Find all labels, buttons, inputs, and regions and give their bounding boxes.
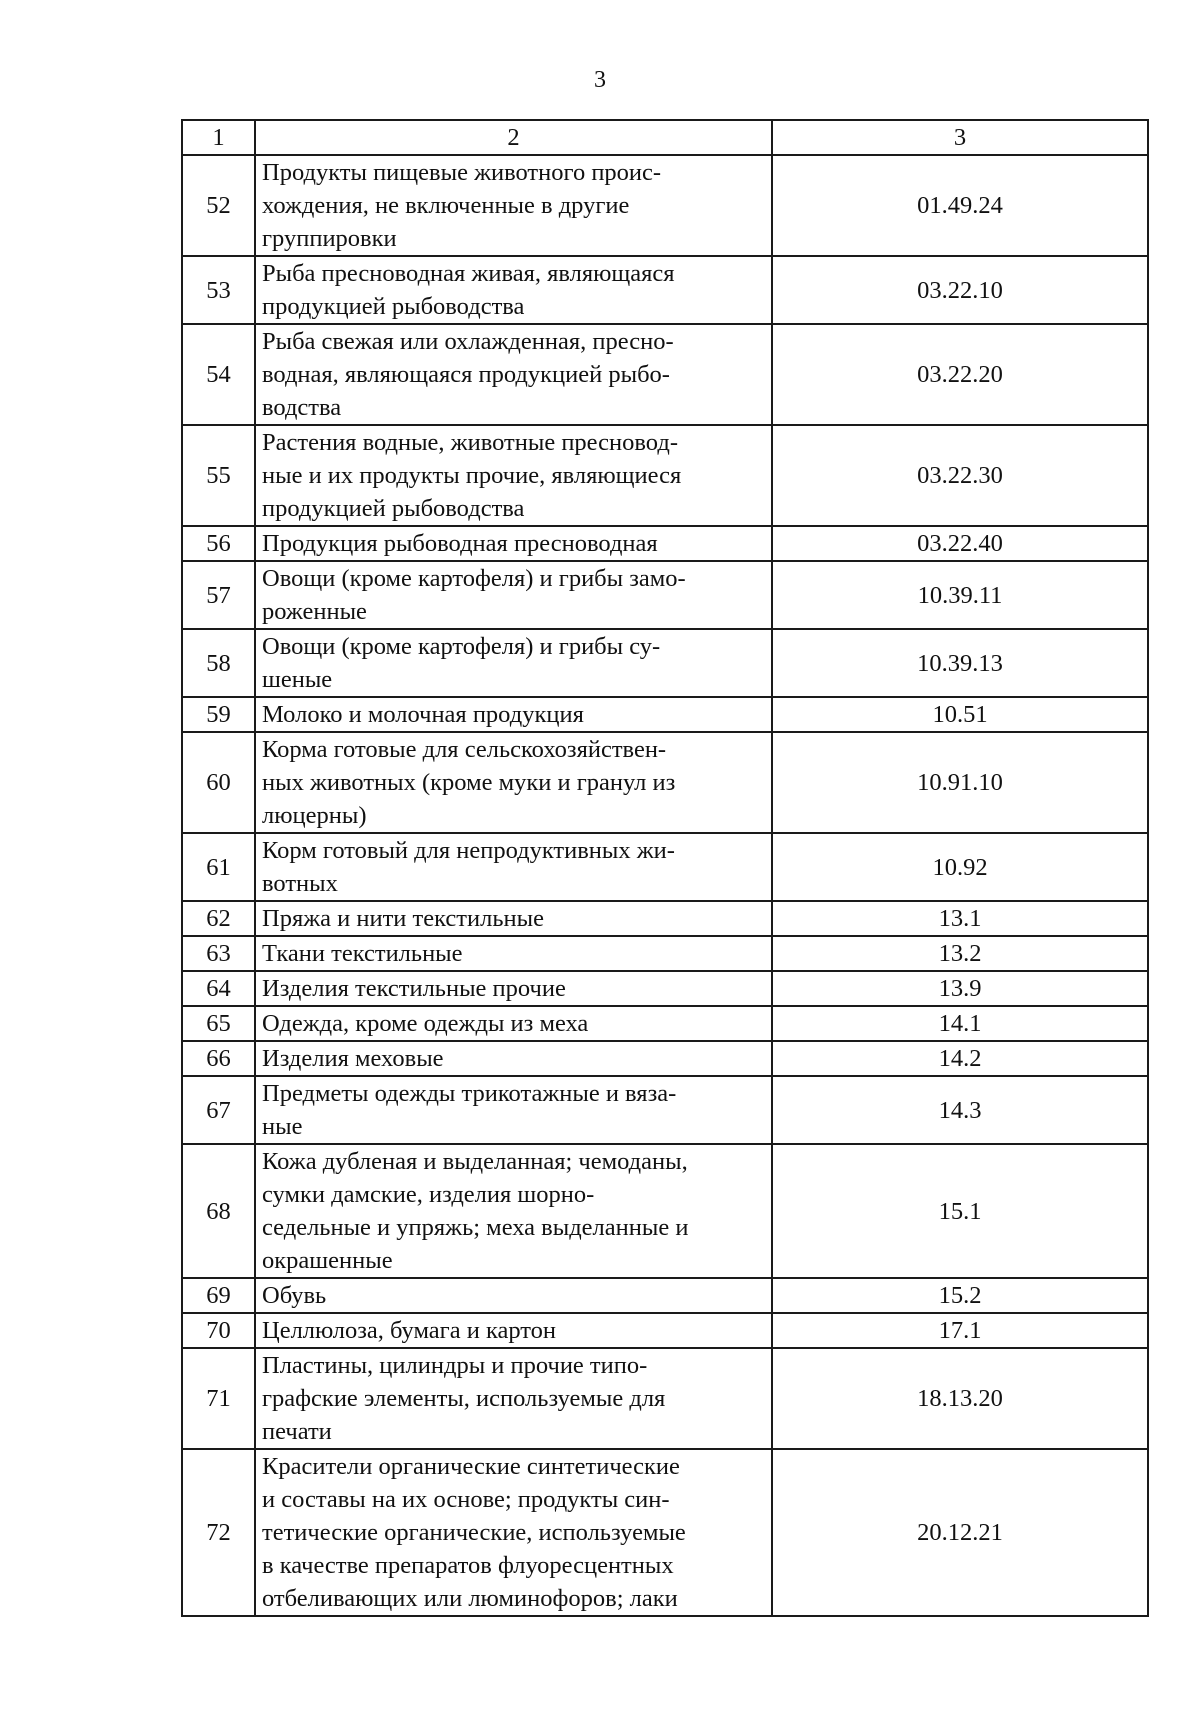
description-line: Обувь bbox=[262, 1282, 327, 1309]
table-row bbox=[182, 1144, 1148, 1278]
row-code: 10.51 bbox=[772, 697, 1148, 732]
header-col-1: 1 bbox=[182, 120, 255, 155]
table-body bbox=[182, 120, 1148, 1616]
row-code: 10.39.11 bbox=[772, 561, 1148, 629]
description-line: вотных bbox=[262, 870, 338, 897]
description-line: Кожа дубленая и выделанная; чемоданы, bbox=[262, 1148, 688, 1175]
description-line: сумки дамские, изделия шорно- bbox=[262, 1181, 595, 1208]
description-line: печати bbox=[262, 1418, 332, 1445]
description-line: Предметы одежды трикотажные и вяза- bbox=[262, 1080, 677, 1107]
header-col-3: 3 bbox=[772, 120, 1148, 155]
description-line: Рыба пресноводная живая, являющаяся bbox=[262, 260, 675, 287]
row-number: 66 bbox=[182, 1041, 255, 1076]
description-line: продукцией рыбоводства bbox=[262, 495, 525, 522]
table-row bbox=[182, 425, 1148, 526]
row-description bbox=[255, 1144, 772, 1278]
description-line: ные и их продукты прочие, являющиеся bbox=[262, 462, 682, 489]
table-row bbox=[182, 1348, 1148, 1449]
table-row bbox=[182, 1006, 1148, 1041]
row-description bbox=[255, 1348, 772, 1449]
row-number: 67 bbox=[182, 1076, 255, 1144]
description-line: ные bbox=[262, 1113, 303, 1140]
description-line: водная, являющаяся продукцией рыбо- bbox=[262, 361, 670, 388]
row-number: 57 bbox=[182, 561, 255, 629]
table-row bbox=[182, 1278, 1148, 1313]
row-description bbox=[255, 324, 772, 425]
description-line: Овощи (кроме картофеля) и грибы замо- bbox=[262, 565, 686, 592]
table-row bbox=[182, 901, 1148, 936]
row-number: 65 bbox=[182, 1006, 255, 1041]
description-line: Растения водные, животные пресновод- bbox=[262, 429, 678, 456]
page-number: 3 bbox=[594, 67, 606, 93]
description-line: группировки bbox=[262, 225, 397, 252]
row-number: 54 bbox=[182, 324, 255, 425]
row-number: 71 bbox=[182, 1348, 255, 1449]
row-number: 53 bbox=[182, 256, 255, 324]
row-number: 68 bbox=[182, 1144, 255, 1278]
description-line: хождения, не включенные в другие bbox=[262, 192, 630, 219]
description-line: Овощи (кроме картофеля) и грибы су- bbox=[262, 633, 661, 660]
table-row bbox=[182, 1313, 1148, 1348]
row-number: 61 bbox=[182, 833, 255, 901]
description-line: Пластины, цилиндры и прочие типо- bbox=[262, 1352, 648, 1379]
table-row bbox=[182, 1449, 1148, 1616]
row-code: 15.1 bbox=[772, 1144, 1148, 1278]
row-code: 14.2 bbox=[772, 1041, 1148, 1076]
description-line: Продукция рыбоводная пресноводная bbox=[262, 530, 658, 557]
description-line: Продукты пищевые животного проис- bbox=[262, 159, 662, 186]
table-row bbox=[182, 256, 1148, 324]
description-line: Целлюлоза, бумага и картон bbox=[262, 1317, 557, 1344]
row-code: 03.22.10 bbox=[772, 256, 1148, 324]
row-code: 03.22.20 bbox=[772, 324, 1148, 425]
description-line: ных животных (кроме муки и гранул из bbox=[262, 769, 676, 796]
row-number: 62 bbox=[182, 901, 255, 936]
row-code: 15.2 bbox=[772, 1278, 1148, 1313]
row-code: 14.1 bbox=[772, 1006, 1148, 1041]
row-description bbox=[255, 971, 772, 1006]
header-col-2: 2 bbox=[255, 120, 772, 155]
row-description bbox=[255, 425, 772, 526]
description-line: тетические органические, используемые bbox=[262, 1519, 686, 1546]
row-number: 64 bbox=[182, 971, 255, 1006]
description-line: графские элементы, используемые для bbox=[262, 1385, 666, 1412]
row-description bbox=[255, 1313, 772, 1348]
row-number: 69 bbox=[182, 1278, 255, 1313]
row-code: 10.39.13 bbox=[772, 629, 1148, 697]
row-code: 17.1 bbox=[772, 1313, 1148, 1348]
row-number: 60 bbox=[182, 732, 255, 833]
row-description bbox=[255, 697, 772, 732]
row-description bbox=[255, 901, 772, 936]
description-line: Изделия текстильные прочие bbox=[262, 975, 566, 1002]
description-line: и составы на их основе; продукты син- bbox=[262, 1486, 670, 1513]
row-number: 70 bbox=[182, 1313, 255, 1348]
row-description bbox=[255, 936, 772, 971]
table-row bbox=[182, 1076, 1148, 1144]
description-line: окрашенные bbox=[262, 1247, 393, 1274]
row-number: 59 bbox=[182, 697, 255, 732]
row-description bbox=[255, 526, 772, 561]
table-row bbox=[182, 936, 1148, 971]
row-code: 13.9 bbox=[772, 971, 1148, 1006]
description-line: Одежда, кроме одежды из меха bbox=[262, 1010, 589, 1037]
table-row bbox=[182, 629, 1148, 697]
row-code: 03.22.30 bbox=[772, 425, 1148, 526]
row-number: 55 bbox=[182, 425, 255, 526]
table-row bbox=[182, 526, 1148, 561]
row-description bbox=[255, 1278, 772, 1313]
row-code: 13.1 bbox=[772, 901, 1148, 936]
row-code: 03.22.40 bbox=[772, 526, 1148, 561]
table-row bbox=[182, 697, 1148, 732]
description-line: в качестве препаратов флуоресцентных bbox=[262, 1552, 674, 1579]
description-line: шеные bbox=[262, 666, 333, 693]
table-row bbox=[182, 1041, 1148, 1076]
description-line: Красители органические синтетические bbox=[262, 1453, 680, 1480]
description-line: Изделия меховые bbox=[262, 1045, 444, 1072]
row-description bbox=[255, 833, 772, 901]
description-line: люцерны) bbox=[262, 802, 367, 829]
description-line: Ткани текстильные bbox=[262, 940, 463, 967]
row-code: 10.92 bbox=[772, 833, 1148, 901]
row-code: 18.13.20 bbox=[772, 1348, 1148, 1449]
row-code: 01.49.24 bbox=[772, 155, 1148, 256]
description-line: водства bbox=[262, 394, 342, 421]
row-number: 63 bbox=[182, 936, 255, 971]
row-code: 20.12.21 bbox=[772, 1449, 1148, 1616]
row-description bbox=[255, 561, 772, 629]
description-line: Пряжа и нити текстильные bbox=[262, 905, 544, 932]
row-description bbox=[255, 1041, 772, 1076]
row-description bbox=[255, 629, 772, 697]
table-row bbox=[182, 155, 1148, 256]
codes-table bbox=[181, 119, 1149, 1617]
table-row bbox=[182, 324, 1148, 425]
row-code: 14.3 bbox=[772, 1076, 1148, 1144]
description-line: продукцией рыбоводства bbox=[262, 293, 525, 320]
description-line: Корм готовый для непродуктивных жи- bbox=[262, 837, 675, 864]
row-description bbox=[255, 732, 772, 833]
row-number: 52 bbox=[182, 155, 255, 256]
row-number: 58 bbox=[182, 629, 255, 697]
description-line: отбеливающих или люминофоров; лаки bbox=[262, 1585, 678, 1612]
description-line: роженные bbox=[262, 598, 367, 625]
description-line: Рыба свежая или охлажденная, пресно- bbox=[262, 328, 674, 355]
description-line: седельные и упряжь; меха выделанные и bbox=[262, 1214, 689, 1241]
table-row bbox=[182, 732, 1148, 833]
row-description bbox=[255, 256, 772, 324]
description-line: Корма готовые для сельскохозяйствен- bbox=[262, 736, 667, 763]
row-description bbox=[255, 1076, 772, 1144]
row-number: 72 bbox=[182, 1449, 255, 1616]
row-description bbox=[255, 155, 772, 256]
row-code: 13.2 bbox=[772, 936, 1148, 971]
row-description bbox=[255, 1006, 772, 1041]
table-header-row bbox=[182, 120, 1148, 155]
row-code: 10.91.10 bbox=[772, 732, 1148, 833]
table-row bbox=[182, 971, 1148, 1006]
table-row bbox=[182, 833, 1148, 901]
table-row bbox=[182, 561, 1148, 629]
description-line: Молоко и молочная продукция bbox=[262, 701, 584, 728]
row-number: 56 bbox=[182, 526, 255, 561]
row-description bbox=[255, 1449, 772, 1616]
